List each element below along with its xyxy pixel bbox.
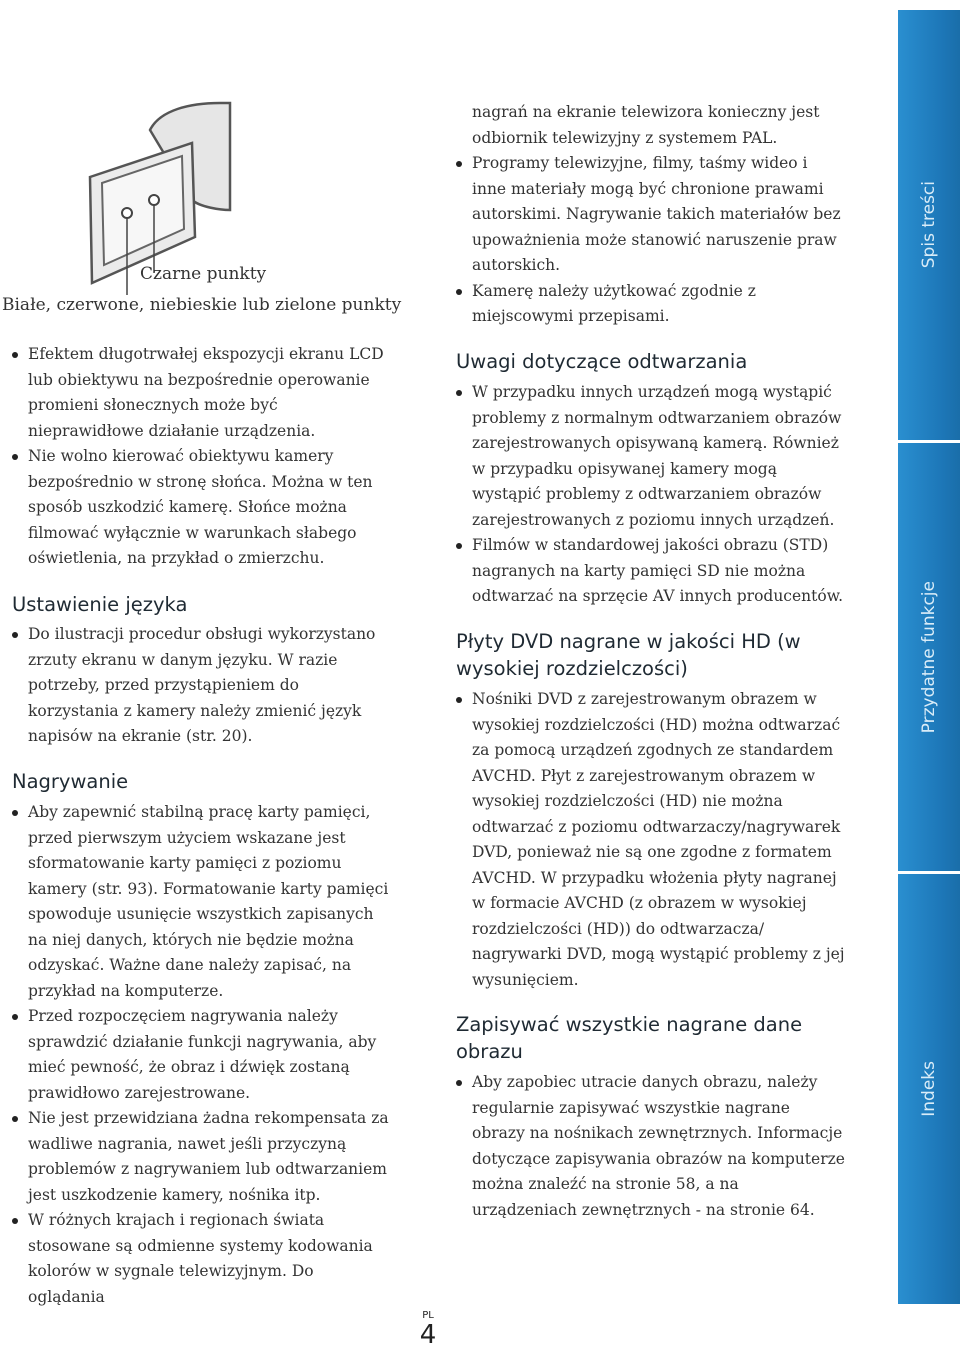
section-heading-save: Zapisywać wszystkie nagrane dane obrazu xyxy=(456,1013,803,1063)
tab-table-of-contents[interactable] xyxy=(898,10,960,440)
list-item: W przypadku innych urządzeń mogą wystąpić problemy z normalnym odtwarzaniem obrazów zarejestrowanych opisywaną kamerą. Również w przypadku opisywanej kamery mogą wystąpić problemy z odtwarzaniem obrazów zarejestrowanych z poziomu innych urządzeń. xyxy=(456,380,846,533)
page-number xyxy=(416,1310,440,1349)
tab-label: Spis treści xyxy=(919,181,939,269)
tab-label: Przydatne funkcje xyxy=(919,580,939,734)
section-heading-language: Ustawienie języka xyxy=(12,593,188,616)
language-list xyxy=(12,622,392,750)
section-heading-dvd: Płyty DVD nagrane w jakości HD (w wysokiej rozdzielczości) xyxy=(456,630,801,680)
recording-list xyxy=(12,800,392,1310)
black-dot-marker xyxy=(149,195,159,205)
list-item: Przed rozpoczęciem nagrywania należy sprawdzić działanie funkcji nagrywania, aby mieć pewność, że obraz i dźwięk zostaną prawidłowo zarejestrowane. xyxy=(12,1004,392,1106)
playback-list xyxy=(456,380,846,610)
language-code: PL xyxy=(422,1310,434,1321)
list-item: Filmów w standardowej jakości obrazu (STD) nagranych na karty pamięci SD nie można odtwarzać na sprzęcie AV innych producentów. xyxy=(456,533,846,610)
list-item: Efektem długotrwałej ekspozycji ekranu LCD lub obiektywu na bezpośrednie operowanie promieni słonecznych może być nieprawidłowe działanie urządzenia. xyxy=(12,342,392,444)
list-item: Aby zapobiec utracie danych obrazu, należy regularnie zapisywać wszystkie nagrane obrazy na nośnikach zewnętrznych. Informacje dotyczące zapisywania obrazów na komputerze można znaleźć na stronie 58, a na urządzeniach zewnętrznych - na stronie 64. xyxy=(456,1070,846,1223)
list-item: Nie jest przewidziana żadna rekompensata za wadliwe nagrania, nawet jeśli przyczyną problemów z nagrywaniem lub odtwarzaniem jest uszkodzenie kamery, nośnika itp. xyxy=(12,1106,392,1208)
label-black-dots: Czarne punkty xyxy=(140,264,267,284)
save-list xyxy=(456,1070,846,1223)
list-item: Do ilustracji procedur obsługi wykorzystano zrzuty ekranu w danym języku. W razie potrzeby, przed przystąpieniem do korzystania z kamery należy zmienić język napisów na ekranie (str. 20). xyxy=(12,622,392,750)
list-item: Kamerę należy użytkować zgodnie z miejscowymi przepisami. xyxy=(456,279,846,330)
section-heading-recording: Nagrywanie xyxy=(12,770,129,793)
page-number-value: 4 xyxy=(419,1320,437,1350)
intro-list xyxy=(12,342,392,572)
list-item: Aby zapewnić stabilną pracę karty pamięci, przed pierwszym użyciem wskazane jest sformatowanie karty pamięci z poziomu kamery (str. 93). Formatowanie karty pamięci spowoduje usunięcie wszystkich zapisanych na niej danych, których nie będzie można odzyskać. Ważne dane należy zapisać, na przykład na komputerze. xyxy=(12,800,392,1004)
list-item: W różnych krajach i regionach świata stosowane są odmienne systemy kodowania kolorów w sygnale telewizyjnym. Do oglądania xyxy=(12,1208,392,1310)
dvd-list xyxy=(456,687,846,993)
tab-index[interactable] xyxy=(898,874,960,1304)
tab-useful-functions[interactable] xyxy=(898,443,960,871)
list-item: Nośniki DVD z zarejestrowanym obrazem w wysokiej rozdzielczości (HD) można odtwarzać za pomocą urządzeń zgodnych ze standardem AVCHD. Płyt z zarejestrowanym obrazem w wysokiej rozdzielczości (HD) nie można odtwarzać z poziomu odtwarzaczy/nagrywarek DVD, ponieważ nie są one zgodne z formatem AVCHD. W przypadku włożenia płyty nagranej w formacie AVCHD (z obrazem w wysokiej rozdzielczości (HD)) do odtwarzacza/ nagrywarki DVD, mogą wystąpić problemy z jej wysunięciem. xyxy=(456,687,846,993)
top-list xyxy=(456,151,846,330)
tab-label: Indeks xyxy=(919,1061,939,1117)
section-heading-playback: Uwagi dotyczące odtwarzania xyxy=(456,350,748,373)
list-item: Nie wolno kierować obiektywu kamery bezpośrednio w stronę słońca. Można w ten sposób uszkodzić kamerę. Słońce można filmować wyłącznie w warunkach słabego oświetlenia, na przykład o zmierzchu. xyxy=(12,444,392,572)
label-colored-dots: Białe, czerwone, niebieskie lub zielone punkty xyxy=(2,295,402,315)
colored-dot-marker xyxy=(122,208,132,218)
list-item: Programy telewizyjne, filmy, taśmy wideo i inne materiały mogą być chronione prawami autorskimi. Nagrywanie takich materiałów bez upoważnienia może stanowić naruszenie praw autorskich. xyxy=(456,151,846,279)
continued-paragraph: nagrań na ekranie telewizora konieczny jest odbiornik telewizyjny z systemem PAL. xyxy=(472,103,820,147)
continued-text xyxy=(456,100,846,151)
